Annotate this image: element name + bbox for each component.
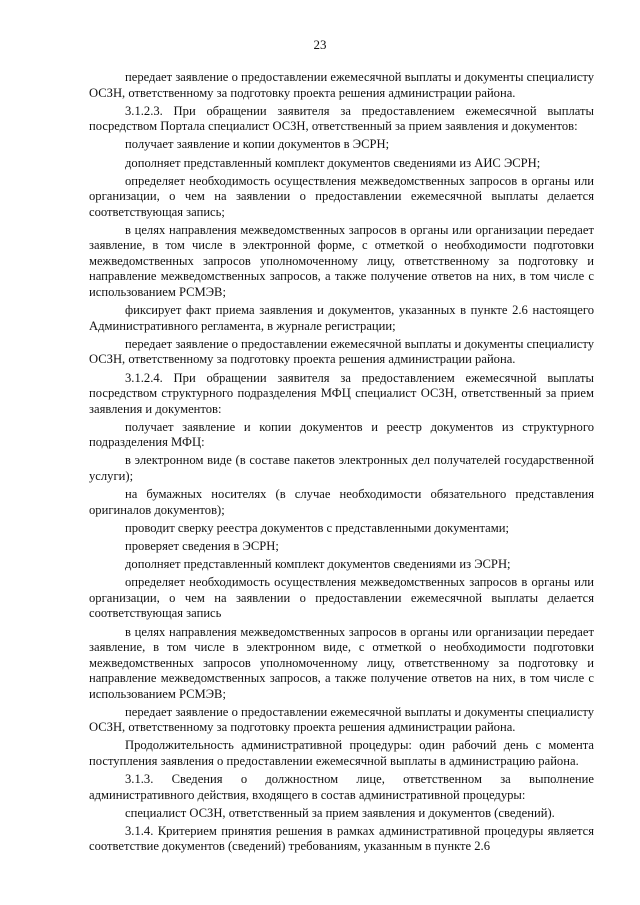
paragraph: на бумажных носителях (в случае необходимости обязательного представления оригиналов документов); (89, 487, 594, 517)
paragraph: специалист ОСЗН, ответственный за прием заявления и документов (сведений). (125, 805, 555, 820)
paragraph: 3.1.3. Сведения о должностном лице, ответственном за выполнение административного действия, входящего в состав административной процедуры: (89, 772, 594, 802)
page-number: 23 (313, 37, 327, 52)
paragraph: проверяет сведения в ЭСРН; (125, 538, 279, 553)
paragraph: передает заявление о предоставлении ежемесячной выплаты и документы специалисту ОСЗН, ответственному за подготовку проекта решения администрации района. (89, 336, 594, 367)
paragraph: получает заявление и копии документов и реестр документов из структурного подразделения МФЦ: (89, 419, 594, 450)
paragraph: в целях направления межведомственных запросов в органы или организации передает заявление, в том числе в электронном виде, с отметкой о необходимости подготовки межведомственных запросов уполномоченному лицу, ответственному за подготовку и направление межведомственных запросов, а также получение ответов на них, в том числе с использованием РСМЭВ; (89, 624, 594, 701)
paragraph: 3.1.2.3. При обращении заявителя за предоставлением ежемесячной выплаты посредством Портала специалист ОСЗН, ответственный за прием заявления и документов: (89, 103, 594, 134)
paragraph: в целях направления межведомственных запросов в органы или организации передает заявление, в том числе в электронной форме, с отметкой о необходимости подготовки межведомственных запросов уполномоченному лицу, ответственному за подготовку и направление межведомственных запросов, а также получение ответов на них, в том числе с использованием РСМЭВ; (89, 222, 594, 299)
paragraph: определяет необходимость осуществления межведомственных запросов в органы или организации, о чем на заявлении о предоставлении ежемесячной выплаты делается соответствующая запись; (89, 173, 594, 219)
paragraph: передает заявление о предоставлении ежемесячной выплаты и документы специалисту ОСЗН, ответственному за подготовку проекта решения администрации района. (89, 70, 594, 100)
document-body (89, 70, 594, 858)
paragraph: проводит сверку реестра документов с представленными документами; (125, 520, 509, 535)
paragraph: передает заявление о предоставлении ежемесячной выплаты и документы специалисту ОСЗН, ответственному за подготовку проекта решения администрации района. (89, 704, 594, 735)
paragraph: 3.1.4. Критерием принятия решения в рамках административной процедуры является соответствие документов (сведений) требованиям, указанным в пункте 2.6 (89, 823, 594, 854)
paragraph: фиксирует факт приема заявления и документов, указанных в пункте 2.6 настоящего Административного регламента, в журнале регистрации; (89, 303, 594, 333)
paragraph: дополняет представленный комплект документов сведениями из ЭСРН; (125, 557, 511, 572)
paragraph: Продолжительность административной процедуры: один рабочий день с момента поступления заявления о предоставлении ежемесячной выплаты в администрацию района. (89, 738, 594, 768)
paragraph: получает заявление и копии документов в ЭСРН; (125, 137, 390, 152)
paragraph: в электронном виде (в составе пакетов электронных дел получателей государственной услуги); (89, 453, 594, 483)
paragraph: определяет необходимость осуществления межведомственных запросов в органы или организации, о чем на заявлении о предоставлении ежемесячной выплаты делается соответствующая запись (89, 575, 594, 621)
paragraph: 3.1.2.4. При обращении заявителя за предоставлением ежемесячной выплаты посредством структурного подразделения МФЦ специалист ОСЗН, ответственный за прием заявления и документов: (89, 370, 594, 416)
paragraph: дополняет представленный комплект документов сведениями из АИС ЭСРН; (125, 155, 541, 170)
